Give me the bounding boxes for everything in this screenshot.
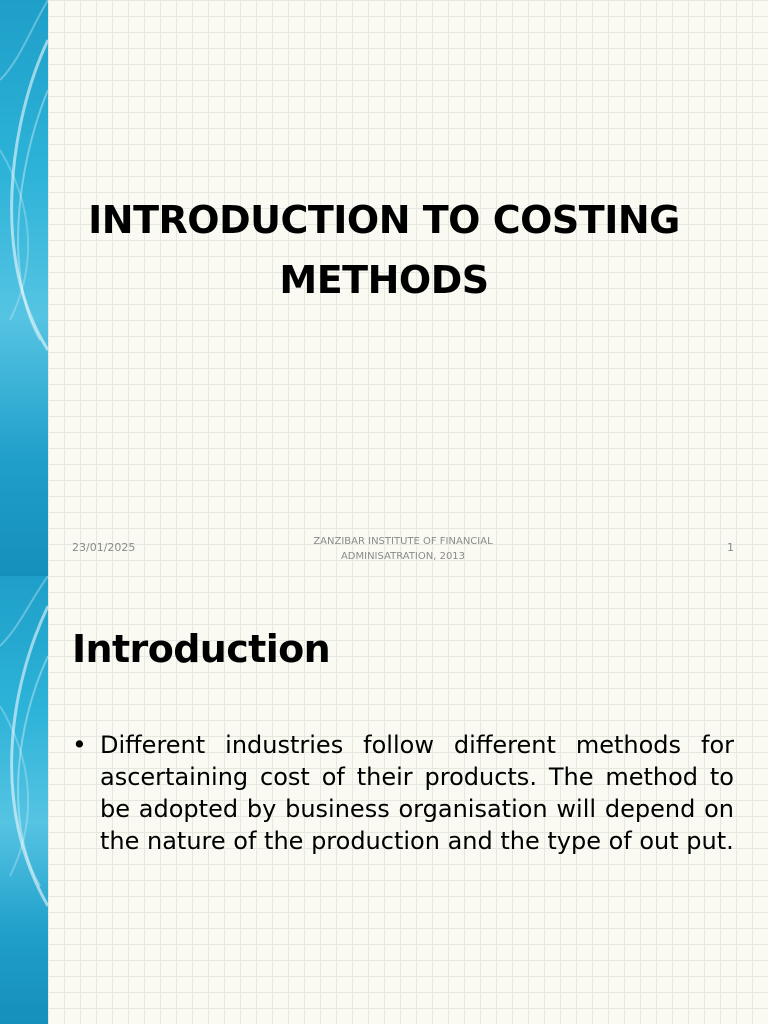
- footer-institution: ZANZIBAR INSTITUTE OF FINANCIAL ADMINISATRATION, 2013: [313, 536, 493, 562]
- bullet-icon: •: [72, 730, 87, 759]
- bullet-item: [72, 729, 734, 857]
- slide-heading: Introduction: [72, 627, 331, 671]
- slide-title: INTRODUCTION TO COSTING METHODS: [88, 198, 680, 302]
- bullet-text: Different industries follow different methods for ascertaining cost of their products. The method to be adopted by business organisation will depend on the nature of the production and the type of out put.: [100, 731, 734, 855]
- wave-decoration-icon: [0, 0, 48, 576]
- wave-decoration-icon: [0, 576, 48, 1024]
- slide-sidebar-decoration: [0, 576, 48, 1024]
- footer-page-number: 1: [727, 541, 734, 554]
- footer-date: 23/01/2025: [72, 541, 136, 554]
- slide-sidebar-decoration: [0, 0, 48, 576]
- content-slide: [0, 576, 768, 1024]
